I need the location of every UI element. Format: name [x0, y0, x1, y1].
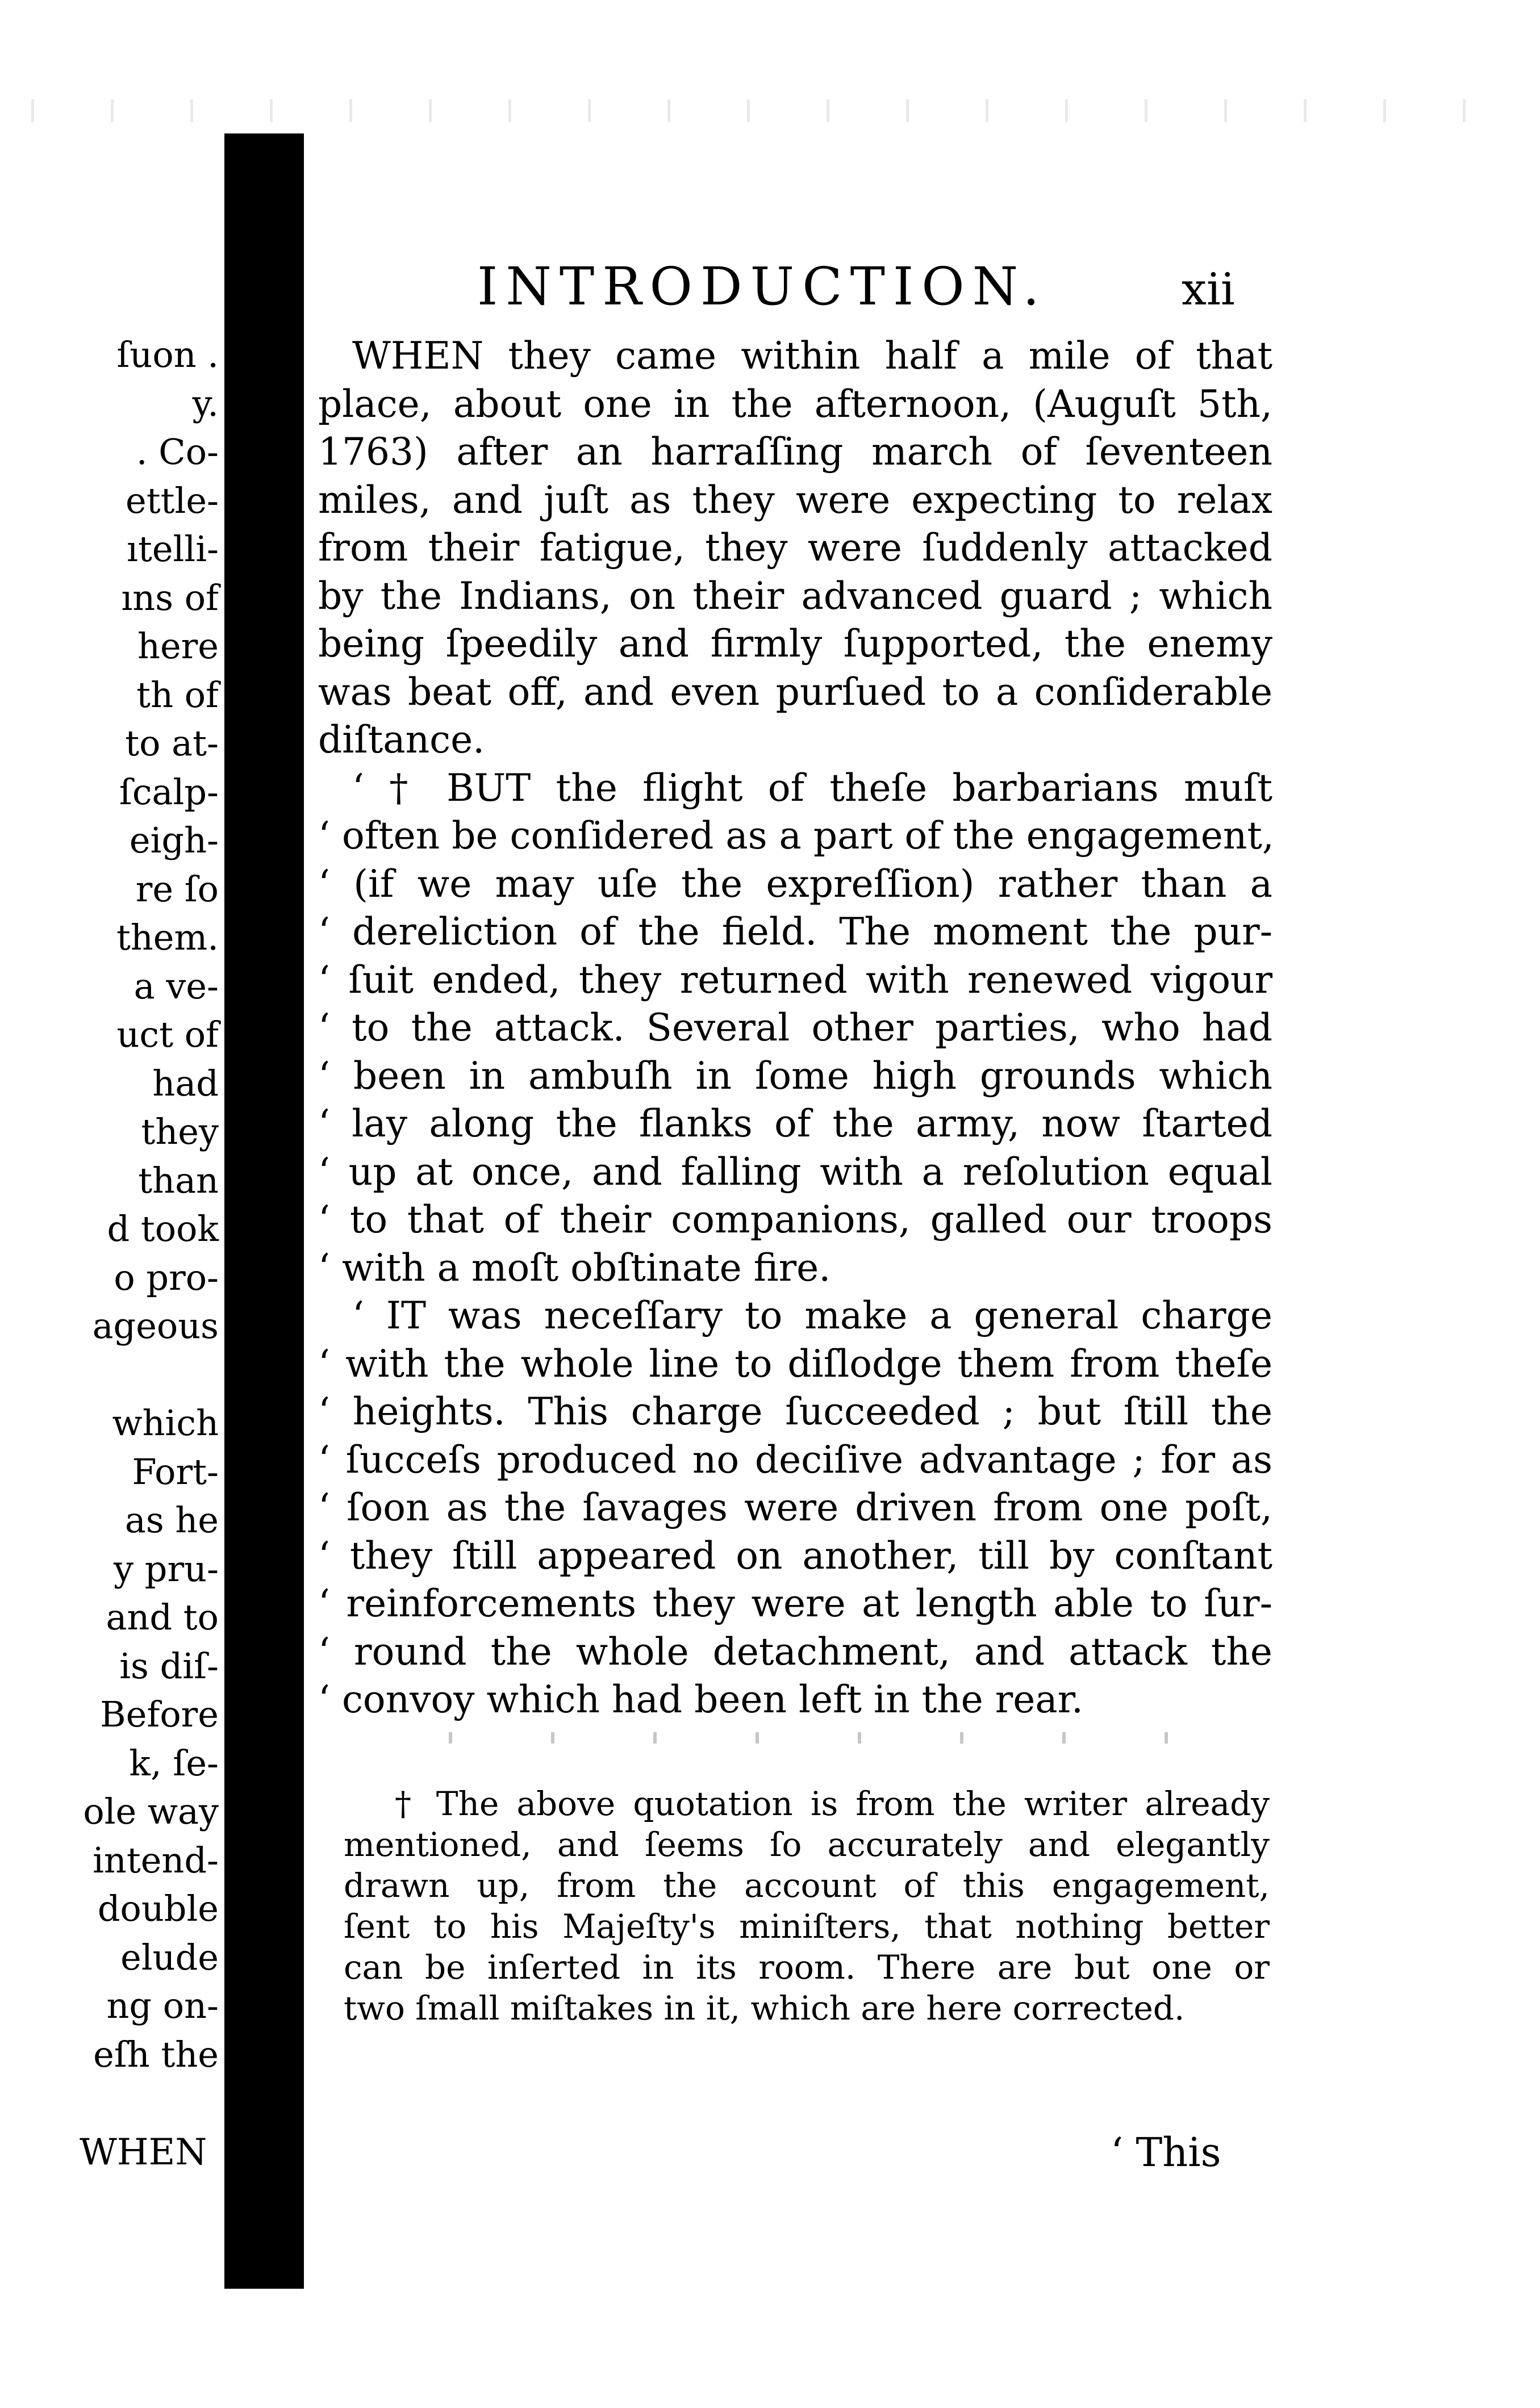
main-text-block: [318, 332, 1272, 1724]
text-line: ‘ ſoon as the ſavages were driven from one poſt,: [318, 1486, 1272, 1529]
margin-fragment: re ſo: [135, 868, 219, 910]
footnote-line: two ſmall miſtakes in it, which are here corrected.: [344, 1989, 1185, 2027]
text-line: ‘ IT was neceſſary to make a general charge: [352, 1294, 1272, 1337]
facing-page-fragments: [0, 335, 219, 2152]
text-line: from their fatigue, they were ſuddenly attacked: [318, 526, 1272, 570]
margin-fragment: as he: [124, 1499, 219, 1541]
text-line: ‘ dereliction of the field. The moment the pur-: [318, 910, 1272, 954]
margin-fragment: y.: [192, 382, 219, 424]
running-head: INTRODUCTION.: [477, 256, 1047, 317]
margin-fragment: uct of: [116, 1014, 219, 1055]
footnote-line: mentioned, and ſeems ſo accurately and elegantly: [344, 1825, 1270, 1864]
footnote-line: drawn up, from the account of this engagement,: [344, 1866, 1270, 1905]
footnote-line: can be inſerted in its room. There are but one or: [344, 1948, 1270, 1987]
text-line: ‘ (if we may uſe the expreſſion) rather than a: [318, 862, 1272, 906]
margin-fragment: ng on-: [106, 1985, 219, 2026]
footnote-line: † The above quotation is from the writer already: [395, 1784, 1270, 1823]
page-number: xii: [1182, 264, 1235, 315]
catchword: ‘ This: [1111, 2129, 1221, 2176]
text-line: 1763) after an harraſſing march of ſeventeen: [318, 430, 1272, 474]
text-line: ‘ reinforcements they were at length able to ſur-: [318, 1582, 1272, 1625]
text-line: ‘ to the attack. Several other parties, who had: [318, 1006, 1272, 1050]
text-line: was beat off, and even purſued to a conſiderable: [318, 670, 1272, 714]
text-line: ‘ with the whole line to diſlodge them from theſe: [318, 1341, 1272, 1386]
margin-fragment: them.: [116, 917, 219, 958]
margin-fragment: here: [137, 625, 219, 667]
margin-fragment: elude: [120, 1936, 219, 1978]
text-line: ‘ heights. This charge ſucceeded ; but ſtill the: [318, 1390, 1272, 1433]
margin-fragment: ageous: [92, 1305, 219, 1347]
margin-fragment: . Co-: [136, 431, 219, 473]
footnote-separator-specks: [398, 1732, 1250, 1744]
text-line: place, about one in the afternoon, (Auguſt 5th,: [318, 382, 1272, 426]
margin-fragment: th of: [136, 674, 219, 716]
margin-fragment: ſuon .: [116, 334, 219, 375]
margin-fragment: ole way: [83, 1791, 219, 1832]
margin-fragment: intend-: [93, 1839, 219, 1881]
margin-fragment: to at-: [125, 722, 219, 764]
text-line: ‘ they ſtill appeared on another, till by conſtant: [318, 1533, 1272, 1578]
text-line: ‘ ſucceſs produced no deciſive advantage ; for as: [318, 1437, 1272, 1482]
text-line: diſtance.: [318, 718, 485, 762]
margin-fragment: y pru-: [114, 1548, 219, 1590]
margin-fragment: k, ſe-: [129, 1742, 219, 1784]
text-line: ‘ convoy which had been left in the rear.: [318, 1678, 1083, 1721]
margin-fragment: is diſ-: [119, 1645, 219, 1687]
margin-fragment: ıns of: [121, 576, 219, 618]
margin-fragment: Before: [100, 1694, 219, 1735]
text-line: ‘ up at once, and falling with a reſolution equal: [318, 1149, 1272, 1194]
margin-fragment: than: [138, 1159, 219, 1201]
margin-fragment: they: [141, 1111, 219, 1152]
margin-fragment: a ve-: [133, 965, 219, 1007]
text-line: miles, and juſt as they were expecting to relax: [318, 478, 1272, 522]
text-line: ‘ lay along the flanks of the army, now ſtarted: [318, 1102, 1272, 1146]
margin-fragment: o pro-: [114, 1256, 219, 1298]
text-line: being ſpeedily and firmly ſupported, the enemy: [318, 622, 1272, 666]
text-line: ‘ often be conſidered as a part of the engagement,: [318, 814, 1274, 858]
text-line: ‘ ſuit ended, they returned with renewed vigour: [318, 958, 1272, 1002]
margin-fragment: ſcalp-: [119, 771, 219, 813]
binding-gutter-shadow: [224, 133, 304, 2289]
margin-fragment: eſh the: [93, 2033, 219, 2075]
margin-fragment: had: [152, 1062, 219, 1104]
text-line: WHEN they came within half a mile of that: [352, 334, 1272, 378]
margin-fragment: eigh-: [129, 820, 219, 861]
text-line: ‘ with a moſt obſtinate fire.: [318, 1245, 831, 1290]
facing-page-catchword: WHEN: [80, 2131, 207, 2173]
top-edge-speckle: [0, 99, 1540, 122]
text-line: ‘ † BUT the flight of theſe barbarians muſt: [352, 766, 1272, 810]
margin-fragment: and to: [106, 1596, 219, 1638]
margin-fragment: ettle-: [126, 479, 219, 521]
footnote-line: ſent to his Majeſty's miniſters, that nothing better: [344, 1907, 1270, 1946]
text-line: ‘ round the whole detachment, and attack the: [318, 1629, 1272, 1674]
text-line: ‘ been in ambuſh in ſome high grounds which: [318, 1054, 1272, 1098]
margin-fragment: Fort-: [132, 1450, 219, 1493]
margin-fragment: d took: [107, 1208, 219, 1249]
margin-fragment: ıtelli-: [127, 528, 219, 570]
footnote-block: [344, 1783, 1270, 2029]
margin-fragment: double: [97, 1888, 219, 1929]
margin-fragment: which: [112, 1402, 219, 1444]
text-line: by the Indians, on their advanced guard ; which: [318, 574, 1272, 618]
text-line: ‘ to that of their companions, galled our troops: [318, 1198, 1272, 1241]
